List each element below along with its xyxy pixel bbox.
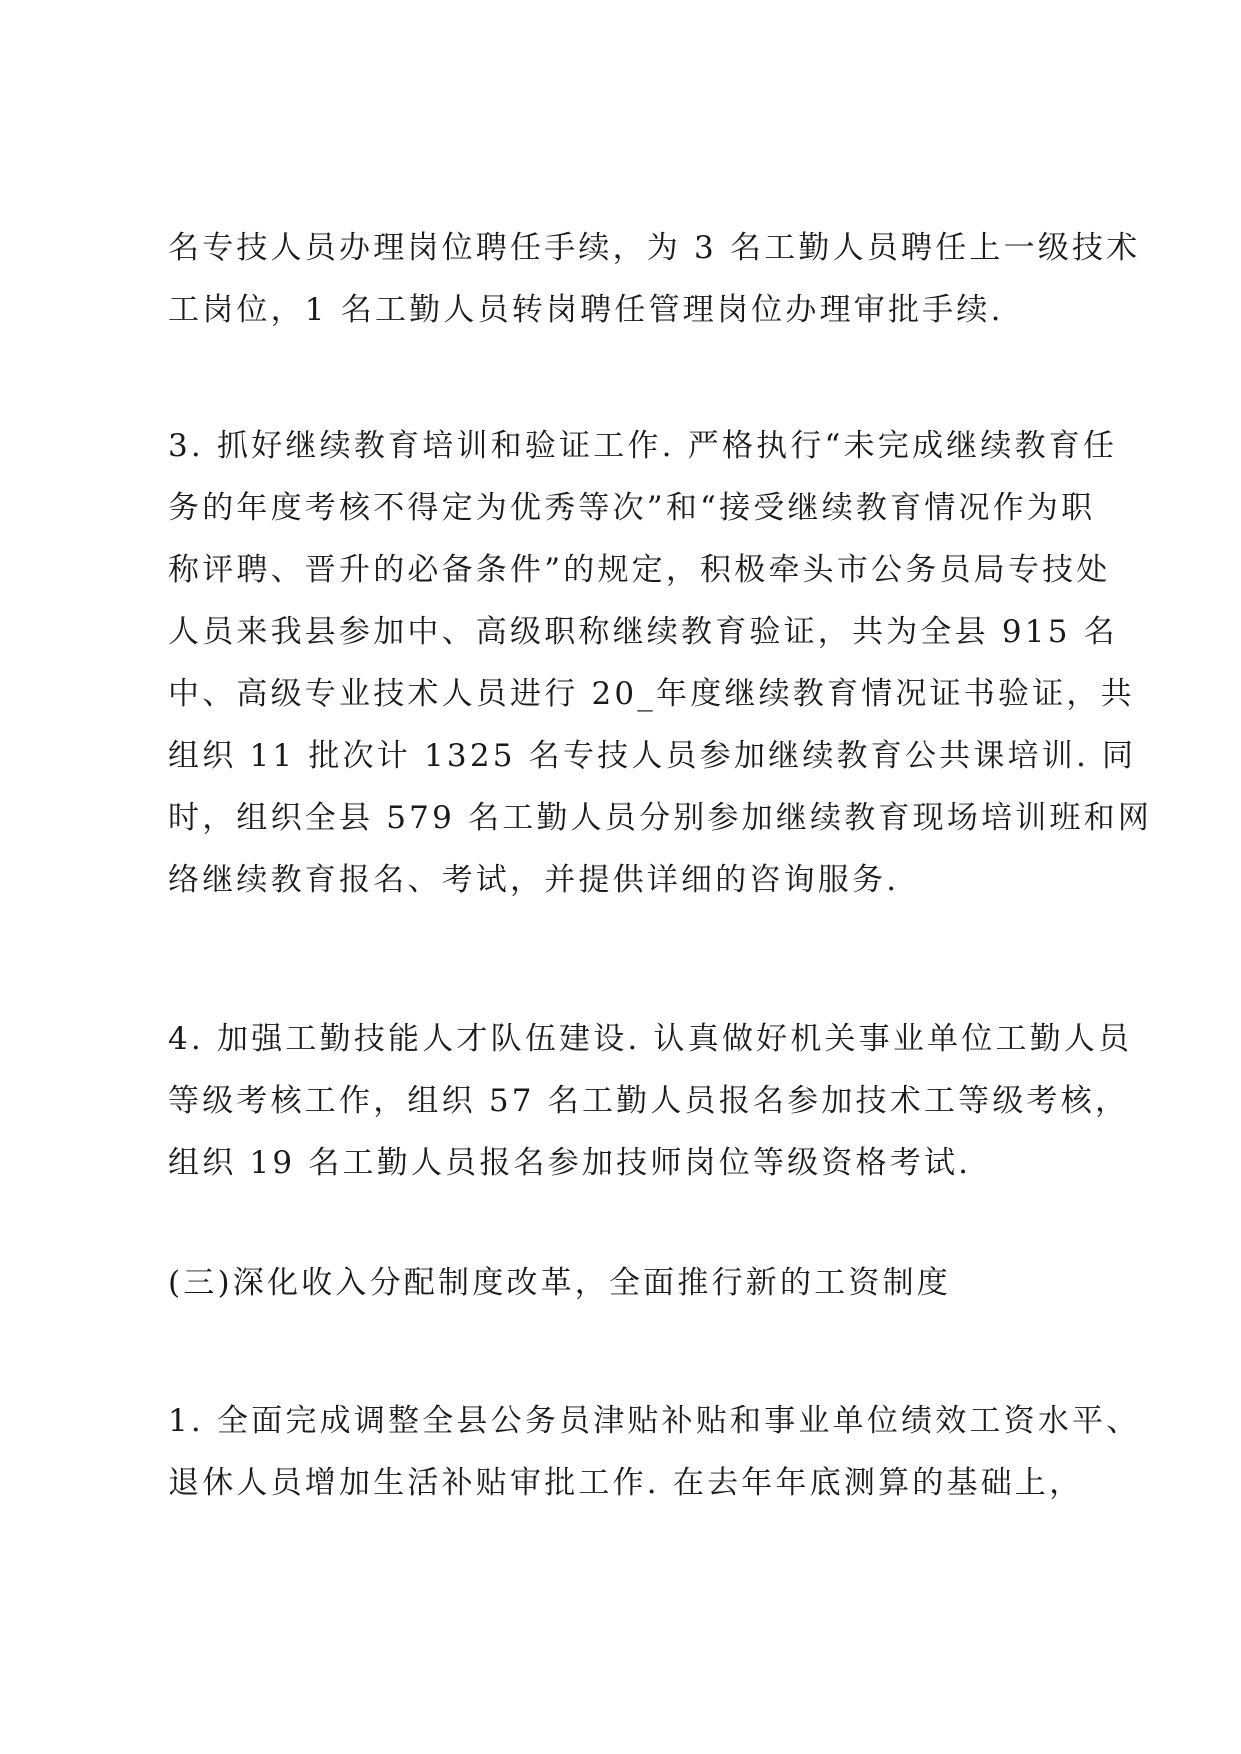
paragraph-continuing-education [168,415,1153,911]
paragraph-job-appointment [168,217,1141,341]
section-heading: (三)深化收入分配制度改革，全面推行新的工资制度 [168,1265,951,1301]
text-line: 退休人员增加生活补贴审批工作. 在去年年底测算的基础上， [168,1465,1084,1501]
text-line: 务的年度考核不得定为优秀等次”和“接受继续教育情况作为职 [168,490,1096,526]
text-line: 称评聘、晋升的必备条件”的规定，积极牵头市公务员局专技处 [168,552,1111,588]
text-line: 名专技人员办理岗位聘任手续，为 3 名工勤人员聘任上一级技术 [168,230,1141,266]
text-line: 组织 19 名工勤人员报名参加技师岗位等级资格考试. [168,1145,972,1181]
text-line: 组织 11 批次计 1325 名专技人员参加继续教育公共课培训. 同 [168,738,1137,774]
text-line: 人员来我县参加中、高级职称继续教育验证，共为全县 915 名 [168,614,1118,650]
text-line: 中、高级专业技术人员进行 20_年度继续教育情况证书验证，共 [168,676,1135,712]
text-line: 3. 抓好继续教育培训和验证工作. 严格执行“未完成继续教育任 [168,428,1118,464]
section-heading-salary-reform [168,1252,1088,1314]
text-line: 络继续教育报名、考试，并提供详细的咨询服务. [168,862,900,898]
paragraph-allowance-adjustment [168,1390,1141,1514]
text-line: 1. 全面完成调整全县公务员津贴补贴和事业单位绩效工资水平、 [168,1403,1141,1439]
paragraph-skilled-workforce [168,1008,1133,1194]
text-line: 工岗位，1 名工勤人员转岗聘任管理岗位办理审批手续. [168,292,1004,328]
text-line: 等级考核工作，组织 57 名工勤人员报名参加技术工等级考核， [168,1083,1130,1119]
text-line: 4. 加强工勤技能人才队伍建设. 认真做好机关事业单位工勤人员 [168,1021,1133,1057]
text-line: 时，组织全县 579 名工勤人员分别参加继续教育现场培训班和网 [168,800,1153,836]
